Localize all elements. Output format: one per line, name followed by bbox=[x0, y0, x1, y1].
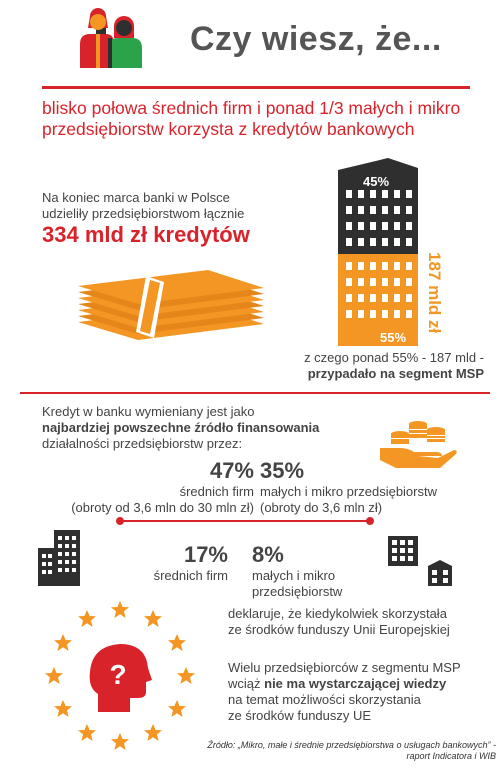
credit-statement-line2: najbardziej powszechne źródło finansowania bbox=[42, 420, 320, 435]
eu-stat-line2: przedsiębiorstw bbox=[252, 584, 343, 599]
eu-statement-line1: deklaruje, że kiedykolwiek skorzystała bbox=[228, 606, 447, 621]
building-side-label: 187 mld zł bbox=[425, 252, 444, 334]
headline: blisko połowa średnich firm i ponad 1/3 małych i mikro przedsiębiorstw korzysta z kredytów bankowych bbox=[42, 98, 461, 139]
eu-stat-small bbox=[252, 542, 392, 600]
credit-stat-line2: (obroty do 3,6 mln zł) bbox=[260, 500, 383, 515]
credit-stat-line2: (obroty od 3,6 mln do 30 mln zł) bbox=[71, 500, 254, 515]
credit-stat-value: 47% bbox=[209, 458, 254, 483]
building-caption bbox=[264, 350, 484, 382]
credit-stat-small bbox=[260, 458, 490, 516]
people-icon bbox=[74, 8, 154, 68]
small-offices-icon bbox=[388, 536, 458, 586]
svg-text:?: ? bbox=[109, 659, 127, 690]
knowledge-line3: na temat możliwości skorzystania bbox=[228, 692, 421, 707]
building-caption-line1: z czego ponad 55% - 187 mld - bbox=[304, 350, 484, 365]
building-bottom-share: 55% bbox=[380, 330, 407, 345]
eu-stat-medium bbox=[110, 542, 228, 584]
eu-statement bbox=[228, 606, 488, 638]
knowledge-line2 bbox=[228, 676, 498, 692]
building-caption-line2: przypadało na segment MSP bbox=[307, 366, 484, 381]
stats-divider bbox=[120, 520, 370, 522]
credit-stat-value: 35% bbox=[260, 458, 305, 483]
source-line2: raport Indicatora i WIB bbox=[406, 751, 496, 761]
knowledge-line2-bold: nie ma wystarczającej wiedzy bbox=[264, 676, 447, 691]
credit-statement-line3: działalności przedsiębiorstw przez: bbox=[42, 436, 243, 451]
section-divider bbox=[20, 392, 490, 394]
loans-total: 334 mld zł kredytów bbox=[42, 222, 250, 247]
eu-stat-value: 8% bbox=[252, 542, 284, 567]
credit-stat-line1: średnich firm bbox=[179, 484, 254, 499]
eu-statement-line2: ze środków funduszy Unii Europejskiej bbox=[228, 622, 450, 637]
building-top-share: 45% bbox=[363, 174, 390, 189]
divider-dot-left bbox=[116, 517, 124, 525]
credit-statement-line1: Kredyt w banku wymieniany jest jako bbox=[42, 404, 255, 419]
knowledge-statement bbox=[228, 660, 498, 724]
source-note bbox=[150, 740, 496, 762]
loans-intro-line2: udzieliły przedsiębiorstwom łącznie bbox=[42, 206, 245, 221]
office-buildings-icon bbox=[38, 530, 88, 586]
knowledge-line2-pre: wciąż bbox=[228, 676, 265, 691]
source-line1: Źródło: „Mikro, małe i średnie przedsiębiorstwa o usługach bankowych” - bbox=[207, 740, 496, 750]
eu-stat-line1: średnich firm bbox=[153, 568, 228, 583]
title-divider bbox=[42, 86, 470, 89]
money-stack-icon bbox=[68, 262, 268, 344]
loans-intro bbox=[42, 190, 302, 222]
knowledge-line4: ze środków funduszy UE bbox=[228, 708, 372, 723]
page-title: Czy wiesz, że... bbox=[190, 20, 442, 58]
knowledge-line1: Wielu przedsiębiorców z segmentu MSP bbox=[228, 660, 461, 675]
credit-stat-line1: małych i mikro przedsiębiorstw bbox=[260, 484, 437, 499]
eu-stat-line1: małych i mikro bbox=[252, 568, 336, 583]
credit-statement bbox=[42, 404, 362, 452]
loans-intro-line1: Na koniec marca banki w Polsce bbox=[42, 190, 230, 205]
credit-stat-medium bbox=[30, 458, 254, 516]
divider-dot-right bbox=[366, 517, 374, 525]
question-head-icon bbox=[88, 642, 152, 712]
eu-stat-value: 17% bbox=[183, 542, 228, 567]
